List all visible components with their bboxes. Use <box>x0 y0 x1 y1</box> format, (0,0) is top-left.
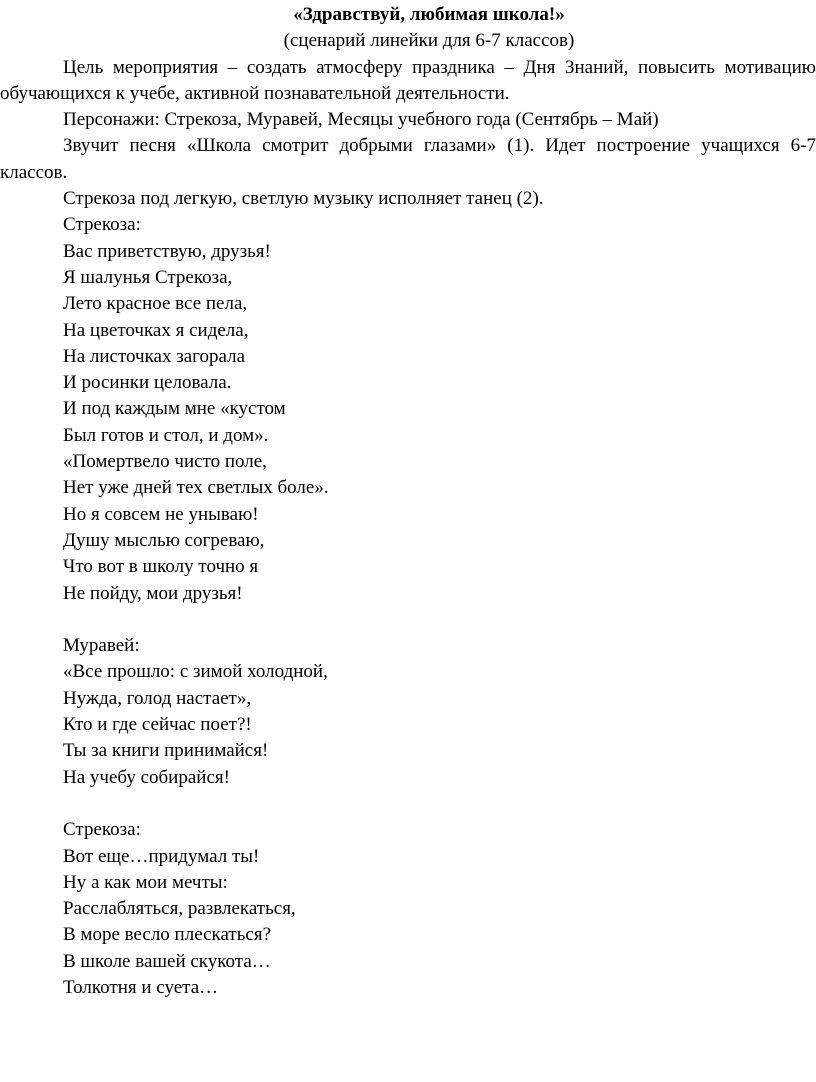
verse-line: Ну а как мои мечты: <box>63 871 228 893</box>
verse-line: Не пойду, мои друзья! <box>63 582 243 604</box>
verse-line: Расслабляться, развлекаться, <box>63 898 296 920</box>
verse-line: И под каждым мне «кустом <box>63 398 286 420</box>
document-title: «Здравствуй, любимая школа!» <box>293 4 565 25</box>
verse-line: Лето красное все пела, <box>63 293 248 315</box>
speaker-label: Муравей: <box>63 635 140 657</box>
characters-paragraph: Персонажи: Стрекоза, Муравей, Месяцы учебного года (Сентябрь – Май) <box>63 109 659 131</box>
verse-line: В школе вашей скукота… <box>63 950 271 972</box>
verse-line: «Помертвело чисто поле, <box>63 451 267 473</box>
verse-line: Нет уже дней тех светлых боле». <box>63 477 329 499</box>
document-subtitle: (сценарий линейки для 6-7 классов) <box>283 30 575 52</box>
verse-line: Я шалунья Стрекоза, <box>63 266 233 288</box>
verse-line: Был готов и стол, и дом». <box>63 424 269 446</box>
scene-3 <box>0 817 816 1001</box>
scene-2 <box>0 633 816 791</box>
verse-line: Ты за книги принимайся! <box>63 740 269 762</box>
blank-line <box>0 607 816 633</box>
speaker-label: Стрекоза: <box>63 819 141 841</box>
speaker-label: Стрекоза: <box>63 214 141 236</box>
verse-line: Душу мыслью согреваю, <box>63 529 265 551</box>
scene-1 <box>0 212 816 606</box>
verse-line: Кто и где сейчас поет?! <box>63 714 252 736</box>
blank-line <box>0 791 816 817</box>
verse-line: Толкотня и суета… <box>63 976 219 998</box>
verse-line: Нужда, голод настает», <box>63 687 252 709</box>
document-page <box>0 2 816 1001</box>
verse-line: На учебу собирайся! <box>63 766 230 788</box>
verse-line: «Все прошло: с зимой холодной, <box>63 661 328 683</box>
verse-line: Вас приветствую, друзья! <box>63 240 271 262</box>
goal-paragraph: Цель мероприятия – создать атмосферу праздника – Дня Знаний, повысить мотивацию обучающихся к учебе, активной познавательной деятельности. <box>0 56 816 104</box>
verse-line: Вот еще…придумал ты! <box>63 845 260 867</box>
verse-line: Но я совсем не унываю! <box>63 503 259 525</box>
dance-paragraph: Стрекоза под легкую, светлую музыку исполняет танец (2). <box>63 188 544 210</box>
verse-line: На цветочках я сидела, <box>63 319 249 341</box>
verse-line: На листочках загорала <box>63 345 246 367</box>
song-paragraph: Звучит песня «Школа смотрит добрыми глазами» (1). Идет построение учащихся 6-7 классов. <box>0 135 816 183</box>
verse-line: В море весло плескаться? <box>63 924 272 946</box>
verse-line: Что вот в школу точно я <box>63 556 259 578</box>
verse-line: И росинки целовала. <box>63 372 232 394</box>
